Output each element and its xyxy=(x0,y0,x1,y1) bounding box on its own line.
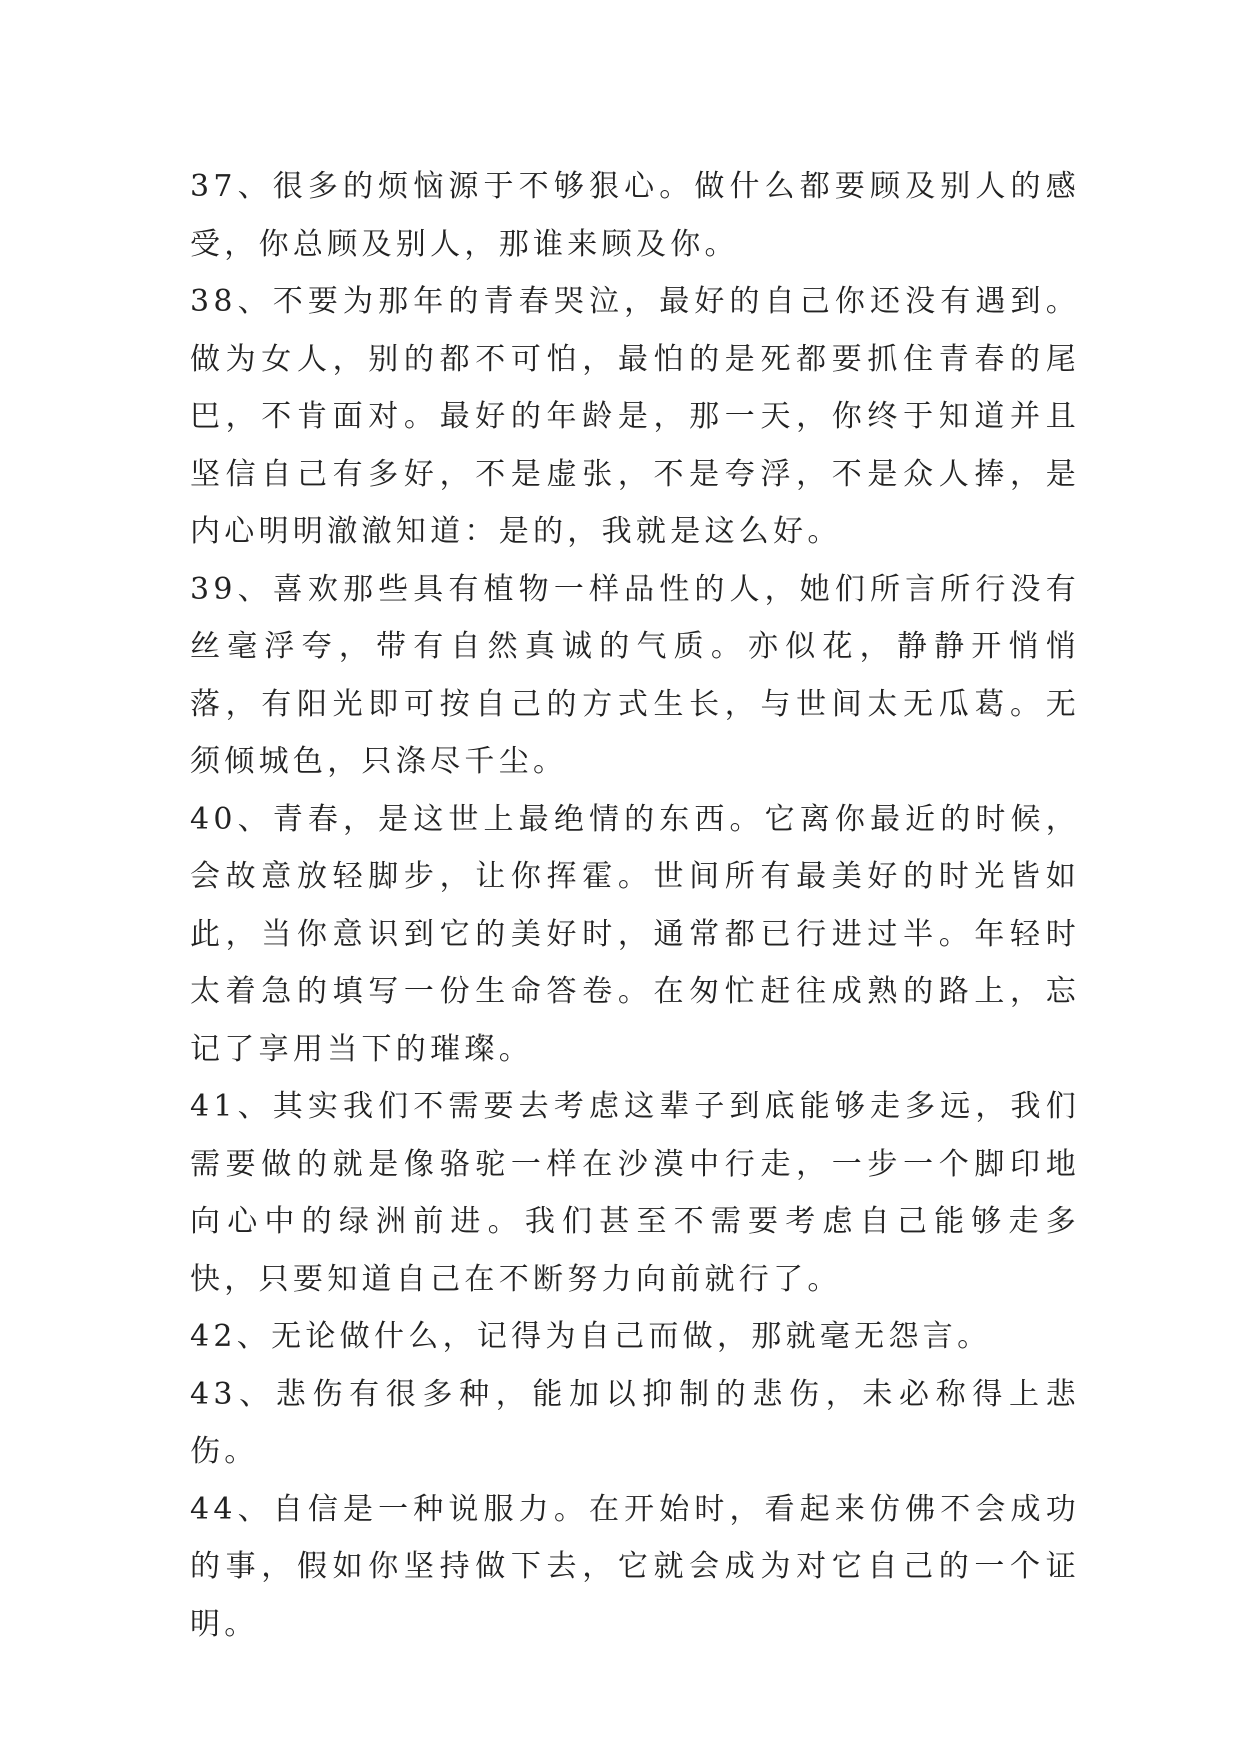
paragraph-38: 38、不要为那年的青春哭泣，最好的自己你还没有遇到。做为女人，别的都不可怕，最怕的是死都要抓住青春的尾巴，不肯面对。最好的年龄是，那一天，你终于知道并且坚信自己有多好，不是虚张，不是夸浮，不是众人捧，是内心明明澈澈知道：是的，我就是这么好。 xyxy=(190,284,1080,549)
paragraph-37: 37、很多的烦恼源于不够狠心。做什么都要顾及别人的感受，你总顾及别人，那谁来顾及你。 xyxy=(190,169,1080,262)
paragraph-39: 39、喜欢那些具有植物一样品性的人，她们所言所行没有丝毫浮夸，带有自然真诚的气质。亦似花，静静开悄悄落，有阳光即可按自己的方式生长，与世间太无瓜葛。无须倾城色，只涤尽千尘。 xyxy=(190,571,1080,779)
paragraph-40: 40、青春，是这世上最绝情的东西。它离你最近的时候，会故意放轻脚步，让你挥霍。世间所有最美好的时光皆如此，当你意识到它的美好时，通常都已行进过半。年轻时太着急的填写一份生命答卷。在匆忙赶往成熟的路上，忘记了享用当下的璀璨。 xyxy=(190,801,1080,1067)
document-body xyxy=(190,158,1080,1653)
paragraph-42: 42、无论做什么，记得为自己而做，那就毫无怨言。 xyxy=(190,1319,992,1354)
paragraph-43: 43、悲伤有很多种，能加以抑制的悲伤，未必称得上悲伤。 xyxy=(190,1376,1080,1469)
paragraph-41: 41、其实我们不需要去考虑这辈子到底能够走多远，我们需要做的就是像骆驼一样在沙漠中行走，一步一个脚印地向心中的绿洲前进。我们甚至不需要考虑自己能够走多快，只要知道自己在不断努力向前就行了。 xyxy=(190,1089,1080,1297)
paragraph-44: 44、自信是一种说服力。在开始时，看起来仿佛不会成功的事，假如你坚持做下去，它就会成为对它自己的一个证明。 xyxy=(190,1491,1080,1642)
